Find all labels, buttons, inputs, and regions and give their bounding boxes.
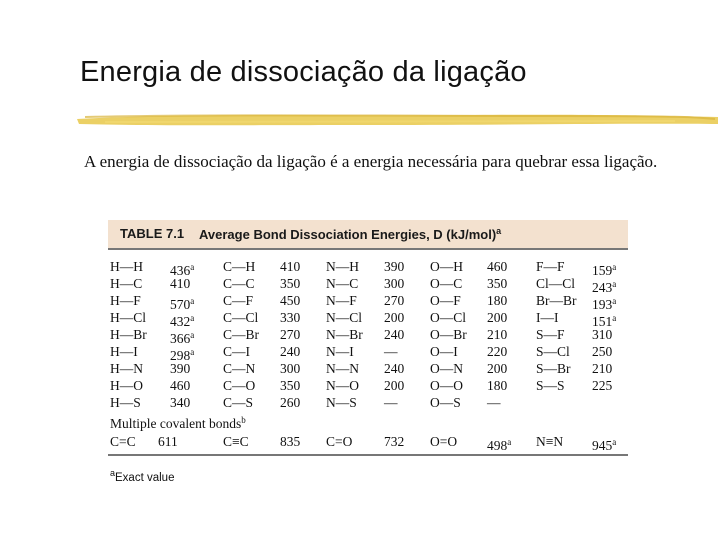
- bond-energy-value-text: 200: [384, 378, 405, 393]
- bond-label: [326, 344, 354, 360]
- multiple-bond-label: [430, 434, 457, 450]
- exact-value-mark: a: [190, 313, 195, 323]
- bond-label: [223, 395, 253, 411]
- bond-label: [430, 395, 461, 411]
- bond-energy-value-text: 366: [170, 331, 191, 346]
- multiple-bonds-mark: b: [241, 415, 246, 425]
- bond-energy-value-text: 310: [592, 327, 613, 342]
- bond-label-text: I—I: [536, 310, 559, 325]
- bond-energy-value: [170, 276, 190, 292]
- slide-subtitle: A energia de dissociação da ligação é a energia necessária para quebrar essa ligação.: [84, 152, 658, 171]
- bond-energy-value-text: 450: [280, 293, 301, 308]
- bond-energy-value-text: 180: [487, 293, 508, 308]
- bond-label-text: C—O: [223, 378, 256, 393]
- bond-energy-value: [170, 395, 190, 411]
- bond-label-text: N—S: [326, 395, 357, 410]
- bond-label-text: O—H: [430, 259, 463, 274]
- bond-label: [536, 310, 559, 326]
- multiple-bond-label-text: C≡C: [223, 434, 249, 449]
- bond-energy-value-text: 436: [170, 263, 191, 278]
- multiple-bonds-label: [110, 415, 246, 432]
- multiple-bond-energy-value: [487, 434, 511, 454]
- bond-label-text: Cl—Cl: [536, 276, 576, 291]
- bond-label-text: H—Cl: [110, 310, 147, 325]
- multiple-bonds-label-text: Multiple covalent bonds: [110, 416, 242, 431]
- bond-label-text: H—C: [110, 276, 143, 291]
- bond-label-text: C—I: [223, 344, 250, 359]
- multiple-bond-label: [326, 434, 352, 450]
- bond-label: [536, 327, 565, 343]
- bond-energy-value-text: 410: [170, 276, 191, 291]
- bond-label: [536, 378, 565, 394]
- table-caption-mark: a: [496, 226, 502, 236]
- exact-value-mark: a: [190, 296, 195, 306]
- bond-energy-value-text: 300: [384, 276, 405, 291]
- bond-label-text: O—Br: [430, 327, 467, 342]
- bond-label: [223, 276, 255, 292]
- bond-label: [326, 310, 362, 326]
- table-header-bar: [108, 220, 628, 248]
- bond-label-text: S—Br: [536, 361, 571, 376]
- bond-energy-value-text: 193: [592, 297, 613, 312]
- multiple-bond-energy-value-text: 835: [280, 434, 301, 449]
- bond-energy-value: [384, 327, 404, 343]
- bond-label: [430, 259, 463, 275]
- bond-energy-value: [280, 395, 300, 411]
- bond-energy-value: [487, 293, 507, 309]
- bond-energy-value-text: 340: [170, 395, 191, 410]
- bond-energy-value-text: 350: [280, 276, 301, 291]
- bond-energy-value-text: 225: [592, 378, 613, 393]
- bond-energy-value: [487, 361, 507, 377]
- bond-label-text: S—F: [536, 327, 565, 342]
- bond-label-text: C—S: [223, 395, 254, 410]
- bond-label: [430, 378, 463, 394]
- bond-label: [326, 327, 363, 343]
- bond-label-text: N—Br: [326, 327, 363, 342]
- bond-energy-value-text: 240: [384, 327, 405, 342]
- exact-value-mark: a: [612, 262, 617, 272]
- bond-energy-value: [592, 327, 612, 343]
- exact-value-mark: a: [612, 313, 617, 323]
- bond-label-text: H—N: [110, 361, 143, 376]
- bond-label: [326, 378, 359, 394]
- bond-energy-value-text: 240: [384, 361, 405, 376]
- exact-value-mark: a: [190, 330, 195, 340]
- bond-energy-value: [487, 395, 501, 411]
- bond-energy-value-text: 460: [170, 378, 191, 393]
- bond-label: [536, 276, 575, 292]
- exact-value-mark: a: [190, 262, 195, 272]
- bond-label-text: H—F: [110, 293, 141, 308]
- bond-label: [223, 310, 258, 326]
- bond-label-text: O—I: [430, 344, 458, 359]
- bond-energy-value-text: 270: [280, 327, 301, 342]
- bond-label: [110, 293, 141, 309]
- multiple-bond-energy-value: [384, 434, 404, 450]
- bond-energy-value: [487, 378, 507, 394]
- bond-energy-value-text: 390: [384, 259, 405, 274]
- bond-label: [110, 327, 147, 343]
- bond-energy-value-text: 200: [487, 361, 508, 376]
- bond-label: [430, 361, 463, 377]
- bond-label: [536, 259, 565, 275]
- bond-energy-value-text: 260: [280, 395, 301, 410]
- bond-label: [326, 293, 357, 309]
- bond-energy-value: [280, 310, 300, 326]
- bond-energy-value-text: 460: [487, 259, 508, 274]
- bond-energy-value-text: 180: [487, 378, 508, 393]
- bond-label: [223, 378, 255, 394]
- title-underline: [75, 104, 720, 132]
- bond-label: [326, 395, 357, 411]
- bond-energy-value-text: —: [384, 395, 398, 410]
- bond-energy-value-text: 298: [170, 348, 191, 363]
- table-footnote: [110, 468, 174, 484]
- bond-label: [326, 361, 359, 377]
- bond-label-text: C—Br: [223, 327, 260, 342]
- bond-energy-value-text: 570: [170, 297, 191, 312]
- multiple-bond-label-text: O=O: [430, 434, 458, 449]
- bond-label: [223, 259, 255, 275]
- bond-energy-value: [592, 378, 612, 394]
- multiple-bond-energy-value-text: 498: [487, 438, 508, 453]
- bond-energy-value: [384, 293, 404, 309]
- bond-energy-value: [487, 276, 507, 292]
- bond-energy-value: [280, 344, 300, 360]
- multiple-bond-label: [110, 434, 136, 450]
- bond-energy-value-text: 410: [280, 259, 301, 274]
- bond-energy-value-text: 200: [487, 310, 508, 325]
- exact-value-mark: a: [612, 296, 617, 306]
- bond-energy-value: [280, 293, 300, 309]
- bond-energy-value-text: 390: [170, 361, 191, 376]
- bond-energy-value-text: 330: [280, 310, 301, 325]
- multiple-bond-label: [223, 434, 249, 450]
- bond-energy-value: [487, 344, 507, 360]
- bond-label-text: S—S: [536, 378, 565, 393]
- table-number: TABLE 7.1: [120, 226, 185, 241]
- multiple-bond-label-text: C=O: [326, 434, 353, 449]
- bond-energy-value-text: 220: [487, 344, 508, 359]
- multiple-bond-label-text: C=C: [110, 434, 136, 449]
- footnote-text: Exact value: [115, 472, 175, 484]
- multiple-bond-energy-value-text: 945: [592, 438, 613, 453]
- bond-label-text: O—S: [430, 395, 461, 410]
- bond-energy-value: [487, 259, 507, 275]
- bond-energy-value-text: 243: [592, 280, 613, 295]
- multiple-bond-energy-value-text: 732: [384, 434, 405, 449]
- bond-label-text: H—Br: [110, 327, 147, 342]
- bond-label-text: O—N: [430, 361, 463, 376]
- bond-label-text: N—I: [326, 344, 354, 359]
- bond-label: [223, 327, 259, 343]
- bond-label: [430, 310, 466, 326]
- bond-energy-value-text: —: [487, 395, 501, 410]
- multiple-bond-energy-value: [592, 434, 616, 454]
- multiple-bond-label-text: N≡N: [536, 434, 564, 449]
- bond-energy-value: [384, 276, 404, 292]
- bond-label-text: C—C: [223, 276, 255, 291]
- bond-label: [223, 361, 255, 377]
- bond-energy-value-text: 240: [280, 344, 301, 359]
- bond-energy-value-text: —: [384, 344, 398, 359]
- bond-label-text: N—O: [326, 378, 359, 393]
- bond-energy-value: [384, 378, 404, 394]
- bond-label-text: O—Cl: [430, 310, 467, 325]
- exact-value-mark: a: [507, 437, 512, 447]
- bond-label-text: N—N: [326, 361, 359, 376]
- bond-energy-value: [487, 310, 507, 326]
- bond-label-text: N—F: [326, 293, 357, 308]
- bond-energy-value-text: 350: [487, 276, 508, 291]
- bond-energy-value: [384, 361, 404, 377]
- bond-energy-value-text: 210: [592, 361, 613, 376]
- exact-value-mark: a: [612, 279, 617, 289]
- bond-energy-value-text: 350: [280, 378, 301, 393]
- bond-label: [110, 310, 146, 326]
- bond-energy-value: [280, 259, 300, 275]
- bond-label: [430, 276, 462, 292]
- bond-label: [536, 293, 577, 309]
- bond-label: [110, 378, 143, 394]
- bond-label-text: S—Cl: [536, 344, 570, 359]
- multiple-bond-energy-value: [280, 434, 300, 450]
- bond-label-text: H—H: [110, 259, 143, 274]
- bond-energy-value-text: 210: [487, 327, 508, 342]
- bond-energy-value: [170, 361, 190, 377]
- bond-label: [110, 259, 143, 275]
- bond-energy-value-text: 200: [384, 310, 405, 325]
- bond-label-text: Br—Br: [536, 293, 577, 308]
- bond-label: [326, 259, 359, 275]
- multiple-bond-energy-value: [158, 434, 178, 450]
- bond-label: [223, 293, 253, 309]
- bond-label-text: C—H: [223, 259, 256, 274]
- bond-energy-value-text: 432: [170, 314, 191, 329]
- bond-label: [536, 344, 570, 360]
- bond-label-text: O—F: [430, 293, 461, 308]
- exact-value-mark: a: [190, 347, 195, 357]
- bond-energy-value: [280, 327, 300, 343]
- bond-energy-value: [487, 327, 507, 343]
- bond-energy-value-text: 250: [592, 344, 613, 359]
- exact-value-mark: a: [612, 437, 617, 447]
- multiple-bond-label: [536, 434, 563, 450]
- table-caption-text: Average Bond Dissociation Energies, D (kJ/mol): [199, 227, 497, 242]
- slide-title: Energia de dissociação da ligação: [80, 56, 527, 88]
- bond-label: [223, 344, 250, 360]
- bond-energy-value: [280, 361, 300, 377]
- header-rule: [108, 248, 628, 250]
- bond-energy-value: [592, 344, 612, 360]
- bond-energy-value: [384, 259, 404, 275]
- bond-label-text: C—N: [223, 361, 256, 376]
- bond-label: [110, 361, 143, 377]
- bond-label: [536, 361, 571, 377]
- bond-energy-value: [280, 276, 300, 292]
- bond-label-text: N—Cl: [326, 310, 363, 325]
- footnote-mark: a: [110, 468, 116, 478]
- bond-label: [430, 293, 461, 309]
- bond-label-text: O—C: [430, 276, 463, 291]
- bond-label-text: H—I: [110, 344, 138, 359]
- bond-label: [110, 344, 138, 360]
- multiple-bond-energy-value-text: 611: [158, 434, 178, 449]
- bond-label-text: N—H: [326, 259, 359, 274]
- bottom-rule: [108, 454, 628, 456]
- bond-label-text: H—S: [110, 395, 141, 410]
- bond-energy-value-text: 159: [592, 263, 613, 278]
- bond-energy-value-text: 300: [280, 361, 301, 376]
- bond-label-text: H—O: [110, 378, 143, 393]
- bond-label-text: N—C: [326, 276, 359, 291]
- bond-label: [430, 344, 458, 360]
- bond-energy-value: [592, 361, 612, 377]
- bond-energy-value-text: 151: [592, 314, 613, 329]
- bond-energy-value: [280, 378, 300, 394]
- bond-label: [326, 276, 358, 292]
- bond-label: [430, 327, 467, 343]
- bond-energy-value: [384, 395, 398, 411]
- bond-label-text: F—F: [536, 259, 565, 274]
- bond-label: [110, 395, 141, 411]
- table-caption: [199, 226, 501, 242]
- bond-energy-value-text: 270: [384, 293, 405, 308]
- bond-label-text: C—F: [223, 293, 254, 308]
- bond-energy-value: [384, 310, 404, 326]
- bond-label-text: C—Cl: [223, 310, 259, 325]
- bond-label-text: O—O: [430, 378, 463, 393]
- bond-energy-value: [170, 378, 190, 394]
- bond-energy-table: [108, 220, 628, 490]
- bond-energy-value: [384, 344, 398, 360]
- bond-label: [110, 276, 142, 292]
